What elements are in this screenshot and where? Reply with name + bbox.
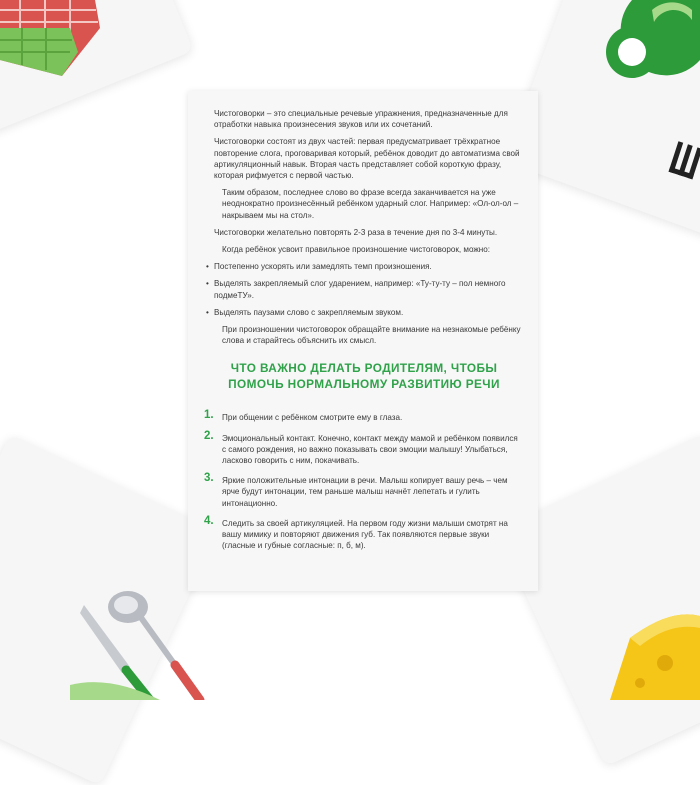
- list-item-text: Постепенно ускорять или замедлять темп произношения.: [214, 262, 432, 272]
- intro-paragraph-5: Когда ребёнок усвоит правильное произношение чистоговорок, можно:: [222, 245, 491, 255]
- list-item: [206, 307, 522, 318]
- letter-sha-icon: [668, 138, 700, 188]
- intro-paragraph-2: Чистоговорки состоят из двух частей: первая предусматривает трёхкратное повторение слога, проговаривая который, ребёнок доводит до автоматизма свой артикуляционный навык. Вторая часть представляет собой короткую фразу, которая рифмуется с первой частью.: [214, 137, 520, 181]
- green-ring-icon: [592, 0, 700, 100]
- chocolate-bar-icon: [0, 0, 110, 85]
- item-number: 3.: [204, 472, 214, 485]
- section-heading-line-2: ПОМОЧЬ НОРМАЛЬНОМУ РАЗВИТИЮ РЕЧИ: [228, 377, 500, 392]
- item-text: Следить за своей артикуляцией. На первом году жизни малыши смотрят на вашу мимику и повторяют движения губ. Так появляются первые звуки (гласные и губные согласные: п, б, м).: [222, 518, 508, 551]
- bullet-marker: •: [206, 279, 209, 289]
- item-number: 4.: [204, 514, 214, 527]
- bullet-marker: •: [206, 262, 209, 272]
- item-text: Эмоциональный контакт. Конечно, контакт между мамой и ребёнком появился с самого рождения, но важно показывать свои эмоции малышу! Улыбаться, ласково говорить с ним, покачивать.: [222, 433, 518, 466]
- item-text: Яркие положительные интонации в речи. Малыш копирует вашу речь – чем ярче будут интонации, тем раньше малыш начнёт лепетать и гулить интонационно.: [222, 476, 508, 508]
- closing-paragraph: При произношении чистоговорок обращайте внимание на незнакомые ребёнку слова и старайтесь объяснить их смысл.: [222, 325, 521, 346]
- yellow-cheese-icon: [610, 608, 700, 700]
- item-number: 1.: [204, 409, 214, 422]
- list-item-text: Выделять паузами слово с закрепляемым звуком.: [214, 307, 404, 317]
- item-number: 2.: [204, 429, 214, 442]
- intro-paragraph-1: Чистоговорки – это специальные речевые упражнения, предназначенные для отработки навыка произнесения звуков или их сочетаний.: [214, 109, 508, 130]
- info-sheet: [188, 91, 538, 591]
- numbered-item: [204, 514, 522, 552]
- list-item: [206, 278, 522, 300]
- intro-paragraph-4: Чистоговорки желательно повторять 2-3 раза в течение дня по 3-4 минуты.: [214, 227, 498, 237]
- intro-paragraph-3: Таким образом, последнее слово во фразе всегда заканчивается на уже неоднократно произнесённый ребёнком ударный слог. Например: «Ол-ол-ол – накрываем мы на стол».: [222, 188, 519, 220]
- section-heading-line-1: ЧТО ВАЖНО ДЕЛАТЬ РОДИТЕЛЯМ, ЧТОБЫ: [230, 361, 498, 376]
- spoon-and-knife-icon: [70, 585, 220, 700]
- numbered-item: [204, 409, 522, 423]
- list-item: [206, 261, 522, 272]
- item-text: При общении с ребёнком смотрите ему в глаза.: [222, 413, 403, 423]
- numbered-item: [204, 429, 522, 467]
- section-heading: [206, 360, 522, 392]
- bullet-marker: •: [206, 307, 209, 317]
- numbered-item: [204, 472, 522, 509]
- list-item-text: Выделять закрепляемый слог ударением, например: «Ту-ту-ту – пол немного подмеТУ».: [214, 279, 506, 300]
